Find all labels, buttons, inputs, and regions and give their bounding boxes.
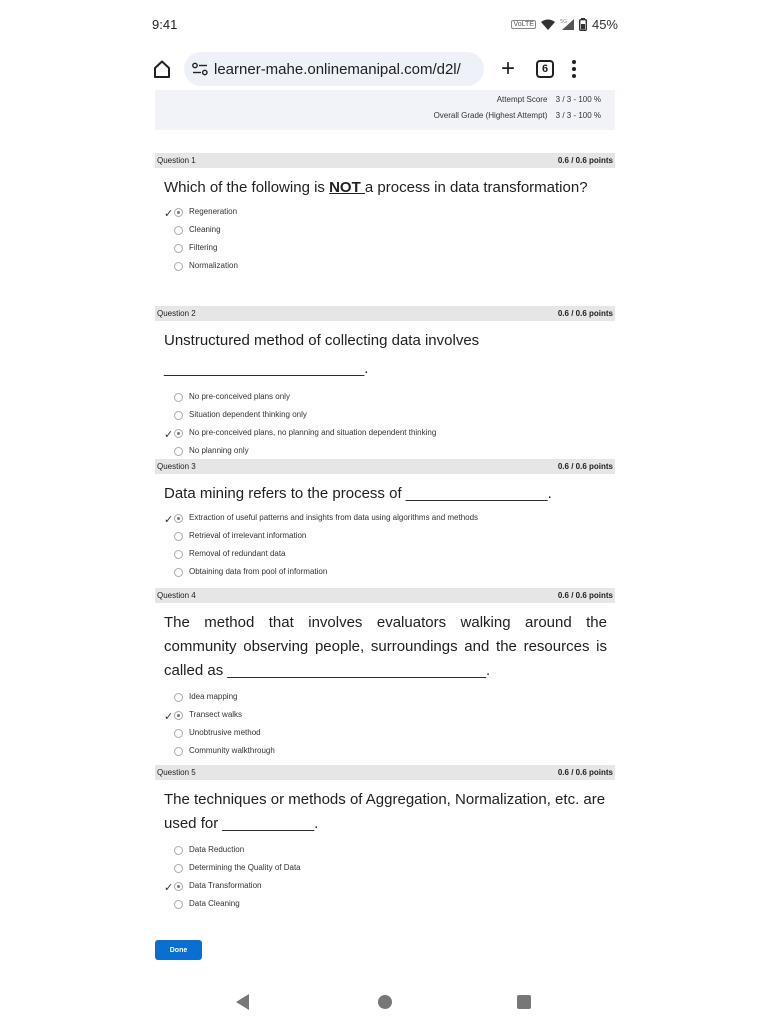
radio-icon[interactable]	[174, 846, 183, 855]
answer-option[interactable]	[155, 204, 615, 222]
radio-icon[interactable]	[174, 550, 183, 559]
option-label: Cleaning	[189, 225, 221, 234]
radio-icon[interactable]	[174, 447, 183, 456]
radio-icon[interactable]	[174, 864, 183, 873]
checkmark-icon: ✓	[164, 208, 174, 220]
question-header	[155, 153, 615, 168]
question-text: Unstructured method of collecting data involves ________________________.	[164, 332, 480, 377]
cell-signal-icon	[560, 18, 574, 30]
question-points: 0.6 / 0.6 points	[557, 768, 613, 777]
attempt-score-label: Attempt Score	[496, 95, 548, 104]
answer-option[interactable]	[155, 564, 615, 582]
status-time: 9:41	[152, 16, 178, 32]
option-label: Filtering	[189, 243, 218, 252]
radio-selected-icon[interactable]	[174, 882, 183, 891]
question-3	[155, 459, 615, 582]
radio-selected-icon[interactable]	[174, 429, 183, 438]
browser-menu-button[interactable]	[572, 60, 576, 78]
back-icon[interactable]	[236, 994, 249, 1010]
answer-options	[155, 683, 615, 761]
menu-dot-icon	[572, 67, 576, 71]
question-label: Question 5	[157, 768, 196, 777]
answer-option[interactable]	[155, 725, 615, 743]
question-text-emphasis: NOT	[329, 179, 365, 196]
question-text	[155, 168, 607, 200]
answer-option[interactable]	[155, 240, 615, 258]
answer-option[interactable]	[155, 896, 615, 914]
wifi-icon	[541, 19, 555, 30]
answer-option[interactable]	[155, 258, 615, 276]
option-label: Transect walks	[189, 710, 243, 719]
question-label: Question 2	[157, 309, 196, 318]
radio-icon[interactable]	[174, 532, 183, 541]
radio-icon[interactable]	[174, 411, 183, 420]
option-label: Idea mapping	[189, 692, 238, 701]
overall-grade-label: Overall Grade (Highest Attempt)	[433, 111, 548, 120]
checkmark-icon: ✓	[164, 882, 174, 894]
checkmark-icon: ✓	[164, 429, 174, 441]
checkmark-icon: ✓	[164, 514, 174, 526]
address-bar[interactable]	[184, 52, 484, 86]
score-summary	[155, 90, 615, 130]
answer-options	[155, 200, 615, 276]
question-points: 0.6 / 0.6 points	[557, 156, 613, 165]
attempt-score-value: 3 / 3 - 100 %	[555, 95, 601, 104]
answer-option[interactable]	[155, 528, 615, 546]
done-button[interactable]: Done	[155, 940, 202, 960]
answer-option[interactable]	[155, 860, 615, 878]
browser-toolbar	[140, 48, 630, 90]
question-header	[155, 459, 615, 474]
answer-option[interactable]	[155, 425, 615, 443]
overall-grade-value: 3 / 3 - 100 %	[555, 111, 601, 120]
checkmark-icon: ✓	[164, 711, 174, 723]
site-settings-icon[interactable]	[192, 62, 208, 76]
answer-option[interactable]	[155, 510, 615, 528]
battery-icon	[579, 18, 587, 31]
home-icon	[152, 59, 172, 79]
radio-icon[interactable]	[174, 693, 183, 702]
answer-options	[155, 383, 615, 461]
answer-option[interactable]	[155, 707, 615, 725]
status-icons	[511, 17, 618, 32]
phone-screen	[140, 0, 630, 1024]
radio-icon[interactable]	[174, 226, 183, 235]
radio-icon[interactable]	[174, 747, 183, 756]
new-tab-button[interactable]: +	[500, 55, 515, 82]
radio-icon[interactable]	[174, 568, 183, 577]
option-label: No pre-conceived plans, no planning and situation dependent thinking	[189, 428, 437, 437]
answer-option[interactable]	[155, 407, 615, 425]
status-bar	[140, 0, 630, 48]
attempt-score-row	[155, 92, 601, 108]
option-label: Retrieval of irrelevant information	[189, 531, 307, 540]
volte-icon: VoLTE	[513, 20, 534, 28]
radio-icon[interactable]	[174, 244, 183, 253]
menu-dot-icon	[572, 60, 576, 64]
home-circle-icon[interactable]	[378, 995, 392, 1009]
answer-options	[155, 836, 615, 914]
quiz-content[interactable]	[140, 90, 630, 954]
answer-option[interactable]	[155, 743, 615, 761]
menu-dot-icon	[572, 74, 576, 78]
url-text: learner-mahe.onlinemanipal.com/d2l/	[214, 60, 461, 78]
question-label: Question 1	[157, 156, 196, 165]
overall-grade-row	[155, 108, 601, 124]
recent-apps-icon[interactable]	[517, 995, 531, 1009]
question-text-part: Which of the following is	[164, 179, 330, 196]
question-points: 0.6 / 0.6 points	[557, 462, 613, 471]
option-label: Obtaining data from pool of information	[189, 567, 328, 576]
answer-option[interactable]	[155, 878, 615, 896]
option-label: Data Cleaning	[189, 899, 240, 908]
option-label: Determining the Quality of Data	[189, 863, 301, 872]
radio-icon[interactable]	[174, 729, 183, 738]
answer-option[interactable]	[155, 222, 615, 240]
question-text-part: a process in data transformation?	[364, 179, 588, 196]
radio-selected-icon[interactable]	[174, 514, 183, 523]
answer-option[interactable]	[155, 842, 615, 860]
question-points: 0.6 / 0.6 points	[557, 591, 613, 600]
tab-switcher-button[interactable]: 6	[536, 60, 554, 78]
radio-selected-icon[interactable]	[174, 711, 183, 720]
battery-percent: 45%	[591, 16, 618, 32]
system-nav-bar	[140, 980, 630, 1024]
option-label: Data Transformation	[189, 881, 262, 890]
option-label: Unobtrusive method	[189, 728, 261, 737]
question-label: Question 4	[157, 591, 196, 600]
option-label: Data Reduction	[189, 845, 245, 854]
svg-text:5G: 5G	[559, 19, 568, 25]
answer-option[interactable]	[155, 389, 615, 407]
option-label: No pre-conceived plans only	[189, 392, 290, 401]
question-text: The method that involves evaluators walking around the community observing people, surroundings and the resources is called as _______________________________.	[164, 614, 607, 679]
radio-icon[interactable]	[174, 393, 183, 402]
question-header	[155, 588, 615, 603]
answer-option[interactable]	[155, 546, 615, 564]
answer-option[interactable]	[155, 689, 615, 707]
radio-icon[interactable]	[174, 262, 183, 271]
home-button[interactable]	[148, 55, 176, 83]
question-4	[155, 588, 615, 761]
question-5	[155, 765, 615, 914]
option-label: Regeneration	[189, 207, 238, 216]
option-label: Extraction of useful patterns and insights from data using algorithms and methods	[189, 513, 479, 522]
answer-options	[155, 506, 615, 582]
question-2	[155, 306, 615, 461]
option-label: Situation dependent thinking only	[189, 410, 307, 419]
question-1	[155, 153, 615, 276]
radio-icon[interactable]	[174, 900, 183, 909]
option-label: No planning only	[189, 446, 249, 455]
question-label: Question 3	[157, 462, 196, 471]
radio-selected-icon[interactable]	[174, 208, 183, 217]
option-label: Community walkthrough	[189, 746, 275, 755]
question-header	[155, 765, 615, 780]
question-points: 0.6 / 0.6 points	[557, 309, 613, 318]
question-text: Data mining refers to the process of _________________.	[164, 485, 552, 502]
option-label: Normalization	[189, 261, 238, 270]
option-label: Removal of redundant data	[189, 549, 286, 558]
question-header	[155, 306, 615, 321]
question-text: The techniques or methods of Aggregation, Normalization, etc. are used for ___________.	[164, 791, 606, 832]
